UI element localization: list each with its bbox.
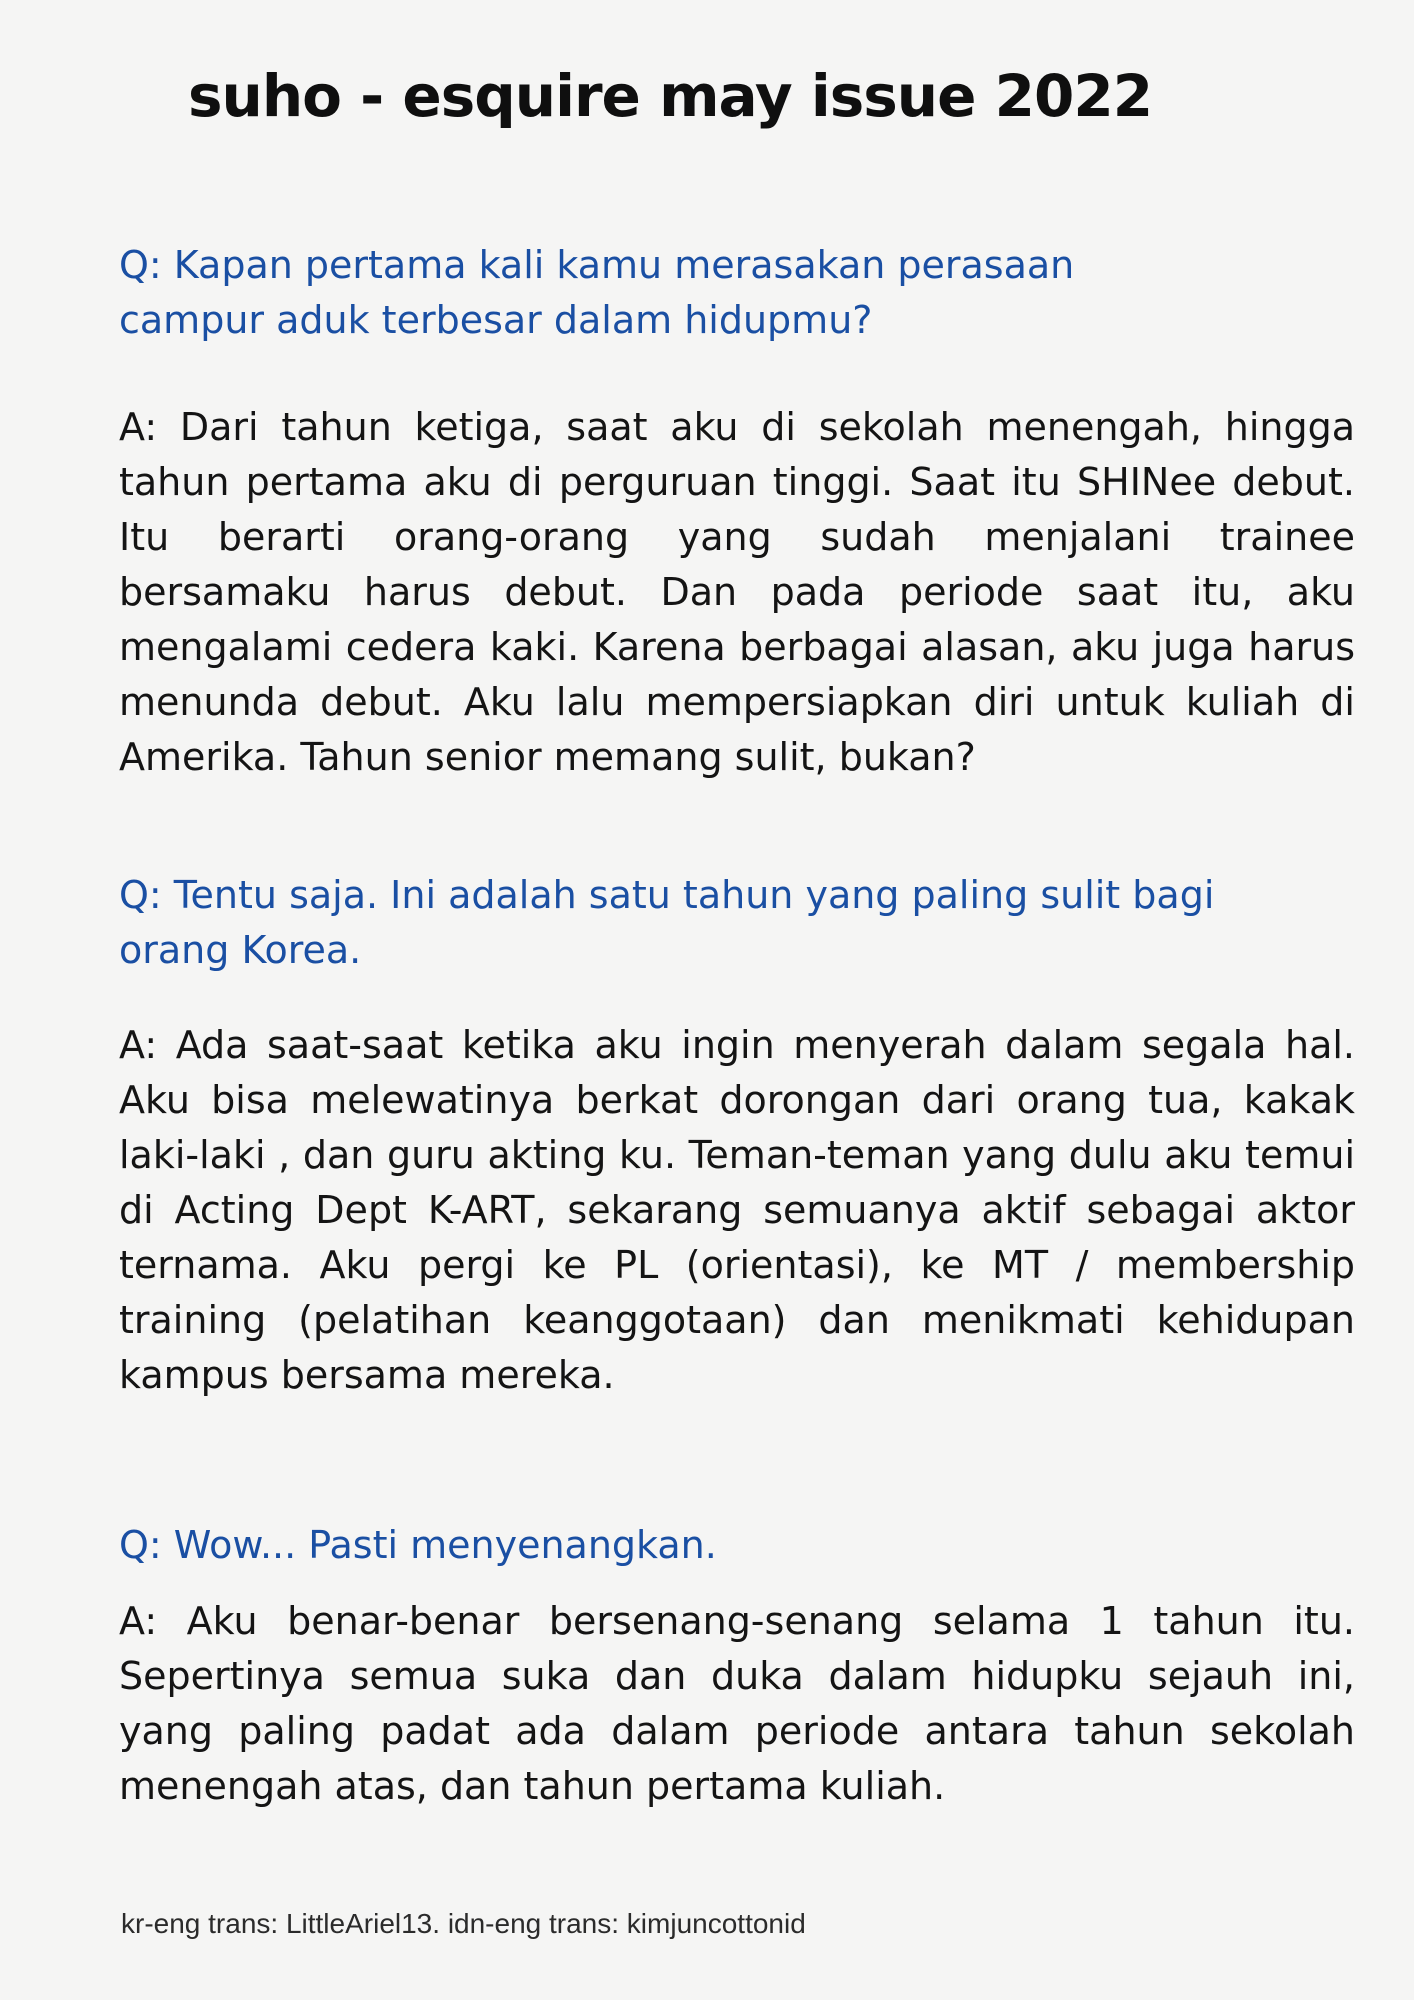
answer-3: A: Aku benar-benar bersenang-senang selama 1 tahun itu. Sepertinya semua suka dan duka dalam hidupku sejauh ini, yang paling padat ada dalam periode antara tahun sekolah menengah atas, dan tahun pertama kuliah. (119, 1599, 1355, 1808)
question-3: Q: Wow... Pasti menyenangkan. (119, 1523, 717, 1567)
answer-2: A: Ada saat-saat ketika aku ingin menyerah dalam segala hal. Aku bisa melewatinya berkat dorongan dari orang tua, kakak laki-laki , dan guru akting ku. Teman-teman yang dulu aku temui di Acting Dept K-ART, sekarang semuanya aktif sebagai aktor ternama. Aku pergi ke PL (orientasi), ke MT / membership training (pelatihan keanggotaan) dan menikmati kehidupan kampus bersama mereka. (119, 1023, 1355, 1397)
page-title: suho - esquire may issue 2022 (188, 62, 1153, 130)
translation-credit: kr-eng trans: LittleAriel13. idn-eng trans: kimjuncottonid (121, 1908, 806, 1939)
question-2: Q: Tentu saja. Ini adalah satu tahun yang paling sulit bagi orang Korea. (119, 873, 1215, 972)
answer-1: A: Dari tahun ketiga, saat aku di sekolah menengah, hingga tahun pertama aku di perguruan tinggi. Saat itu SHINee debut. Itu berarti orang-orang yang sudah menjalani trainee bersamaku harus debut. Dan pada periode saat itu, aku mengalami cedera kaki. Karena berbagai alasan, aku juga harus menunda debut. Aku lalu mempersiapkan diri untuk kuliah di Amerika. Tahun senior memang sulit, bukan? (119, 405, 1355, 779)
question-1: Q: Kapan pertama kali kamu merasakan perasaan campur aduk terbesar dalam hidupmu? (119, 243, 1075, 342)
